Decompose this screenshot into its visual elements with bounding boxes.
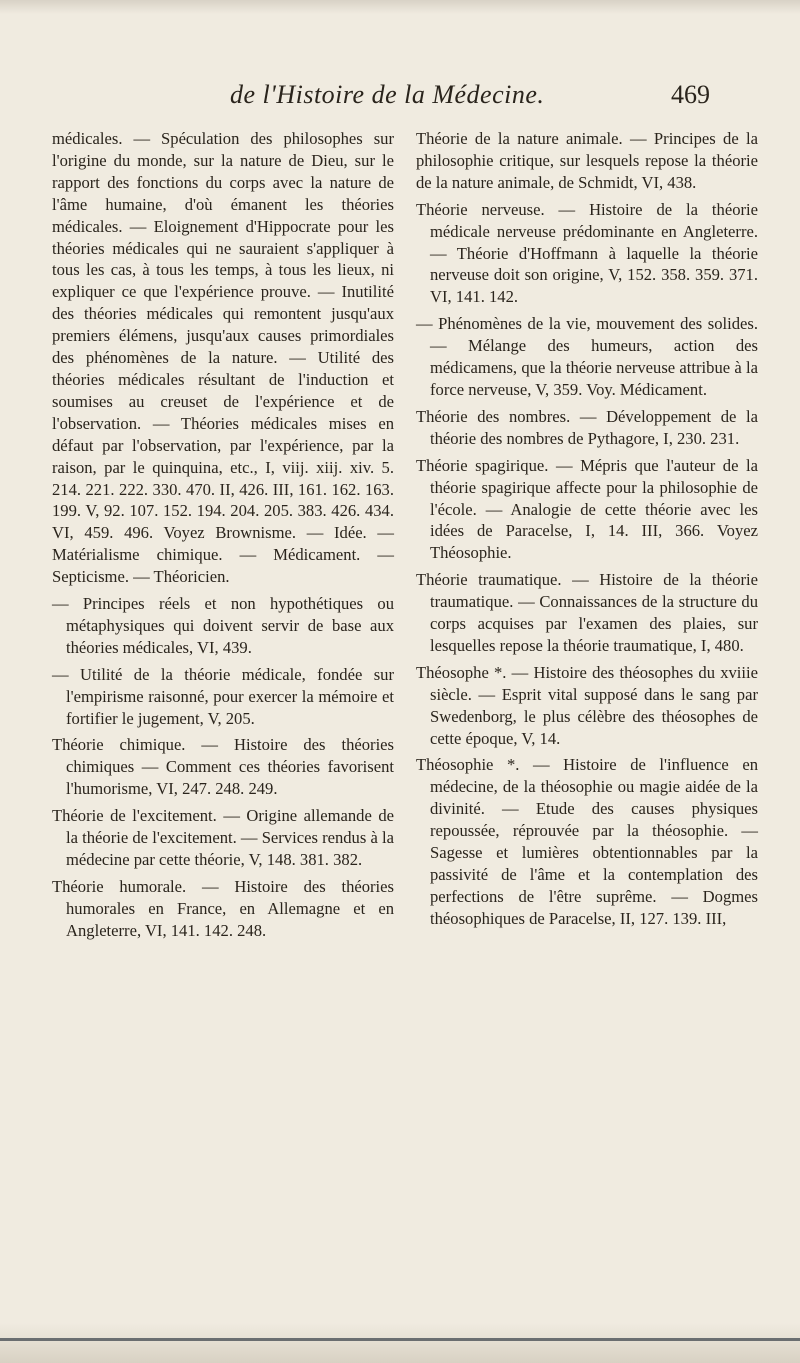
index-entry: Théosophe *. — Histoire des théosophes du xviiie siècle. — Esprit vital supposé dans le sang par Swedenborg, le plus célèbre des théosophes de cette époque, V, 14. <box>416 662 758 748</box>
page-header <box>230 80 710 116</box>
index-entry: Théorie de la nature animale. — Principes de la philosophie critique, sur lesquels repose la théorie de la nature animale, de Schmidt, VI, 438. <box>416 129 758 192</box>
index-entry: Théorie des nombres. — Développement de la théorie des nombres de Pythagore, I, 230. 231. <box>416 406 758 448</box>
index-entry: — Utilité de la théorie médicale, fondée sur l'empirisme raisonné, pour exercer la mémoire et fortifier le jugement, V, 205. <box>52 664 394 728</box>
index-entry: médicales. — Spéculation des philosophes sur l'origine du monde, sur la nature de Dieu, sur le rapport des fonctions du corps avec la nature de l'âme humaine, d'où émanent les théories médicales. — Eloignement d'Hippocrate pour les théories médicales qui ne sauraient s'appliquer à tous les cas, à tous les temps, à tous les lieux, ni expliquer ce que l'expérience prouve. — Inutilité des théories médicales qui remontent jusqu'aux premiers élémens, jusqu'aux causes primordiales des phénomènes de la nature. — Utilité des théories médicales résultant de l'induction et soumises au creuset de l'expérience et de l'observation. — Théories médicales mises en défaut par l'observation, par l'expérience, par la raison, par le quinquina, etc., I, viij. xiij. xiv. 5. 214. 221. 222. 330. 470. II, 426. III, 161. 162. 163. 199. V, 92. 107. 152. 194. 204. 205. 383. 426. 434. VI, 459. 496. Voyez Brownisme. — Idée. — Matérialisme chimique. — Médicament. — Septicisme. — Théoricien. <box>52 129 394 587</box>
index-entry: Théorie nerveuse. — Histoire de la théorie médicale nerveuse prédominante en Angleterre. — Théorie d'Hoffmann à laquelle la théorie nerveuse doit son origine, V, 152. 358. 359. 371. VI, 141. 142. <box>416 199 758 307</box>
running-title: de l'Histoire de la Médecine. <box>230 80 545 109</box>
index-entry: Théorie spagirique. — Mépris que l'auteur de la théorie spagirique affecte pour la philosophie de l'école. — Analogie de cette théorie avec les idées de Paracelse, I, 14. III, 366. Voyez Théosophie. <box>416 455 758 563</box>
index-entry: Théorie chimique. — Histoire des théories chimiques — Comment ces théories favorisent l'humorisme, VI, 247. 248. 249. <box>52 735 394 799</box>
index-entry: Théorie traumatique. — Histoire de la théorie traumatique. — Connaissances de la structure du corps acquises par l'examen des plaies, sur lesquelles repose la théorie traumatique, I, 480. <box>416 570 758 655</box>
page-top-edge <box>0 0 800 14</box>
page-bottom-shadow <box>0 1323 800 1363</box>
index-entry: — Phénomènes de la vie, mouvement des solides. — Mélange des humeurs, action des médicamens, que la théorie nerveuse attribue à la force nerveuse, V, 359. Voy. Médicament. <box>416 314 758 399</box>
index-entry: Théorie humorale. — Histoire des théories humorales en France, en Allemagne et en Angleterre, VI, 141. 142. 248. <box>52 876 394 940</box>
left-column <box>52 128 394 947</box>
index-entry: Théorie de l'excitement. — Origine allemande de la théorie de l'excitement. — Services rendus à la médecine par cette théorie, V, 148. 381. 382. <box>52 806 394 869</box>
index-entry: — Principes réels et non hypothétiques ou métaphysiques qui doivent servir de base aux théories médicales, VI, 439. <box>52 594 394 657</box>
index-entry: Théosophie *. — Histoire de l'influence en médecine, de la théosophie ou magie aidée de la divinité. — Etude des causes physiques repoussée, réprouvée par la théosophie. — Sagesse et lumières obtentionnables par la passivité de l'âme et la contemplation des perfections de l'être suprême. — Dogmes théosophiques de Paracelse, II, 127. 139. III, <box>416 755 758 928</box>
right-column <box>416 128 758 935</box>
scan-edge-rule <box>0 1338 800 1341</box>
page-number: 469 <box>671 80 710 109</box>
